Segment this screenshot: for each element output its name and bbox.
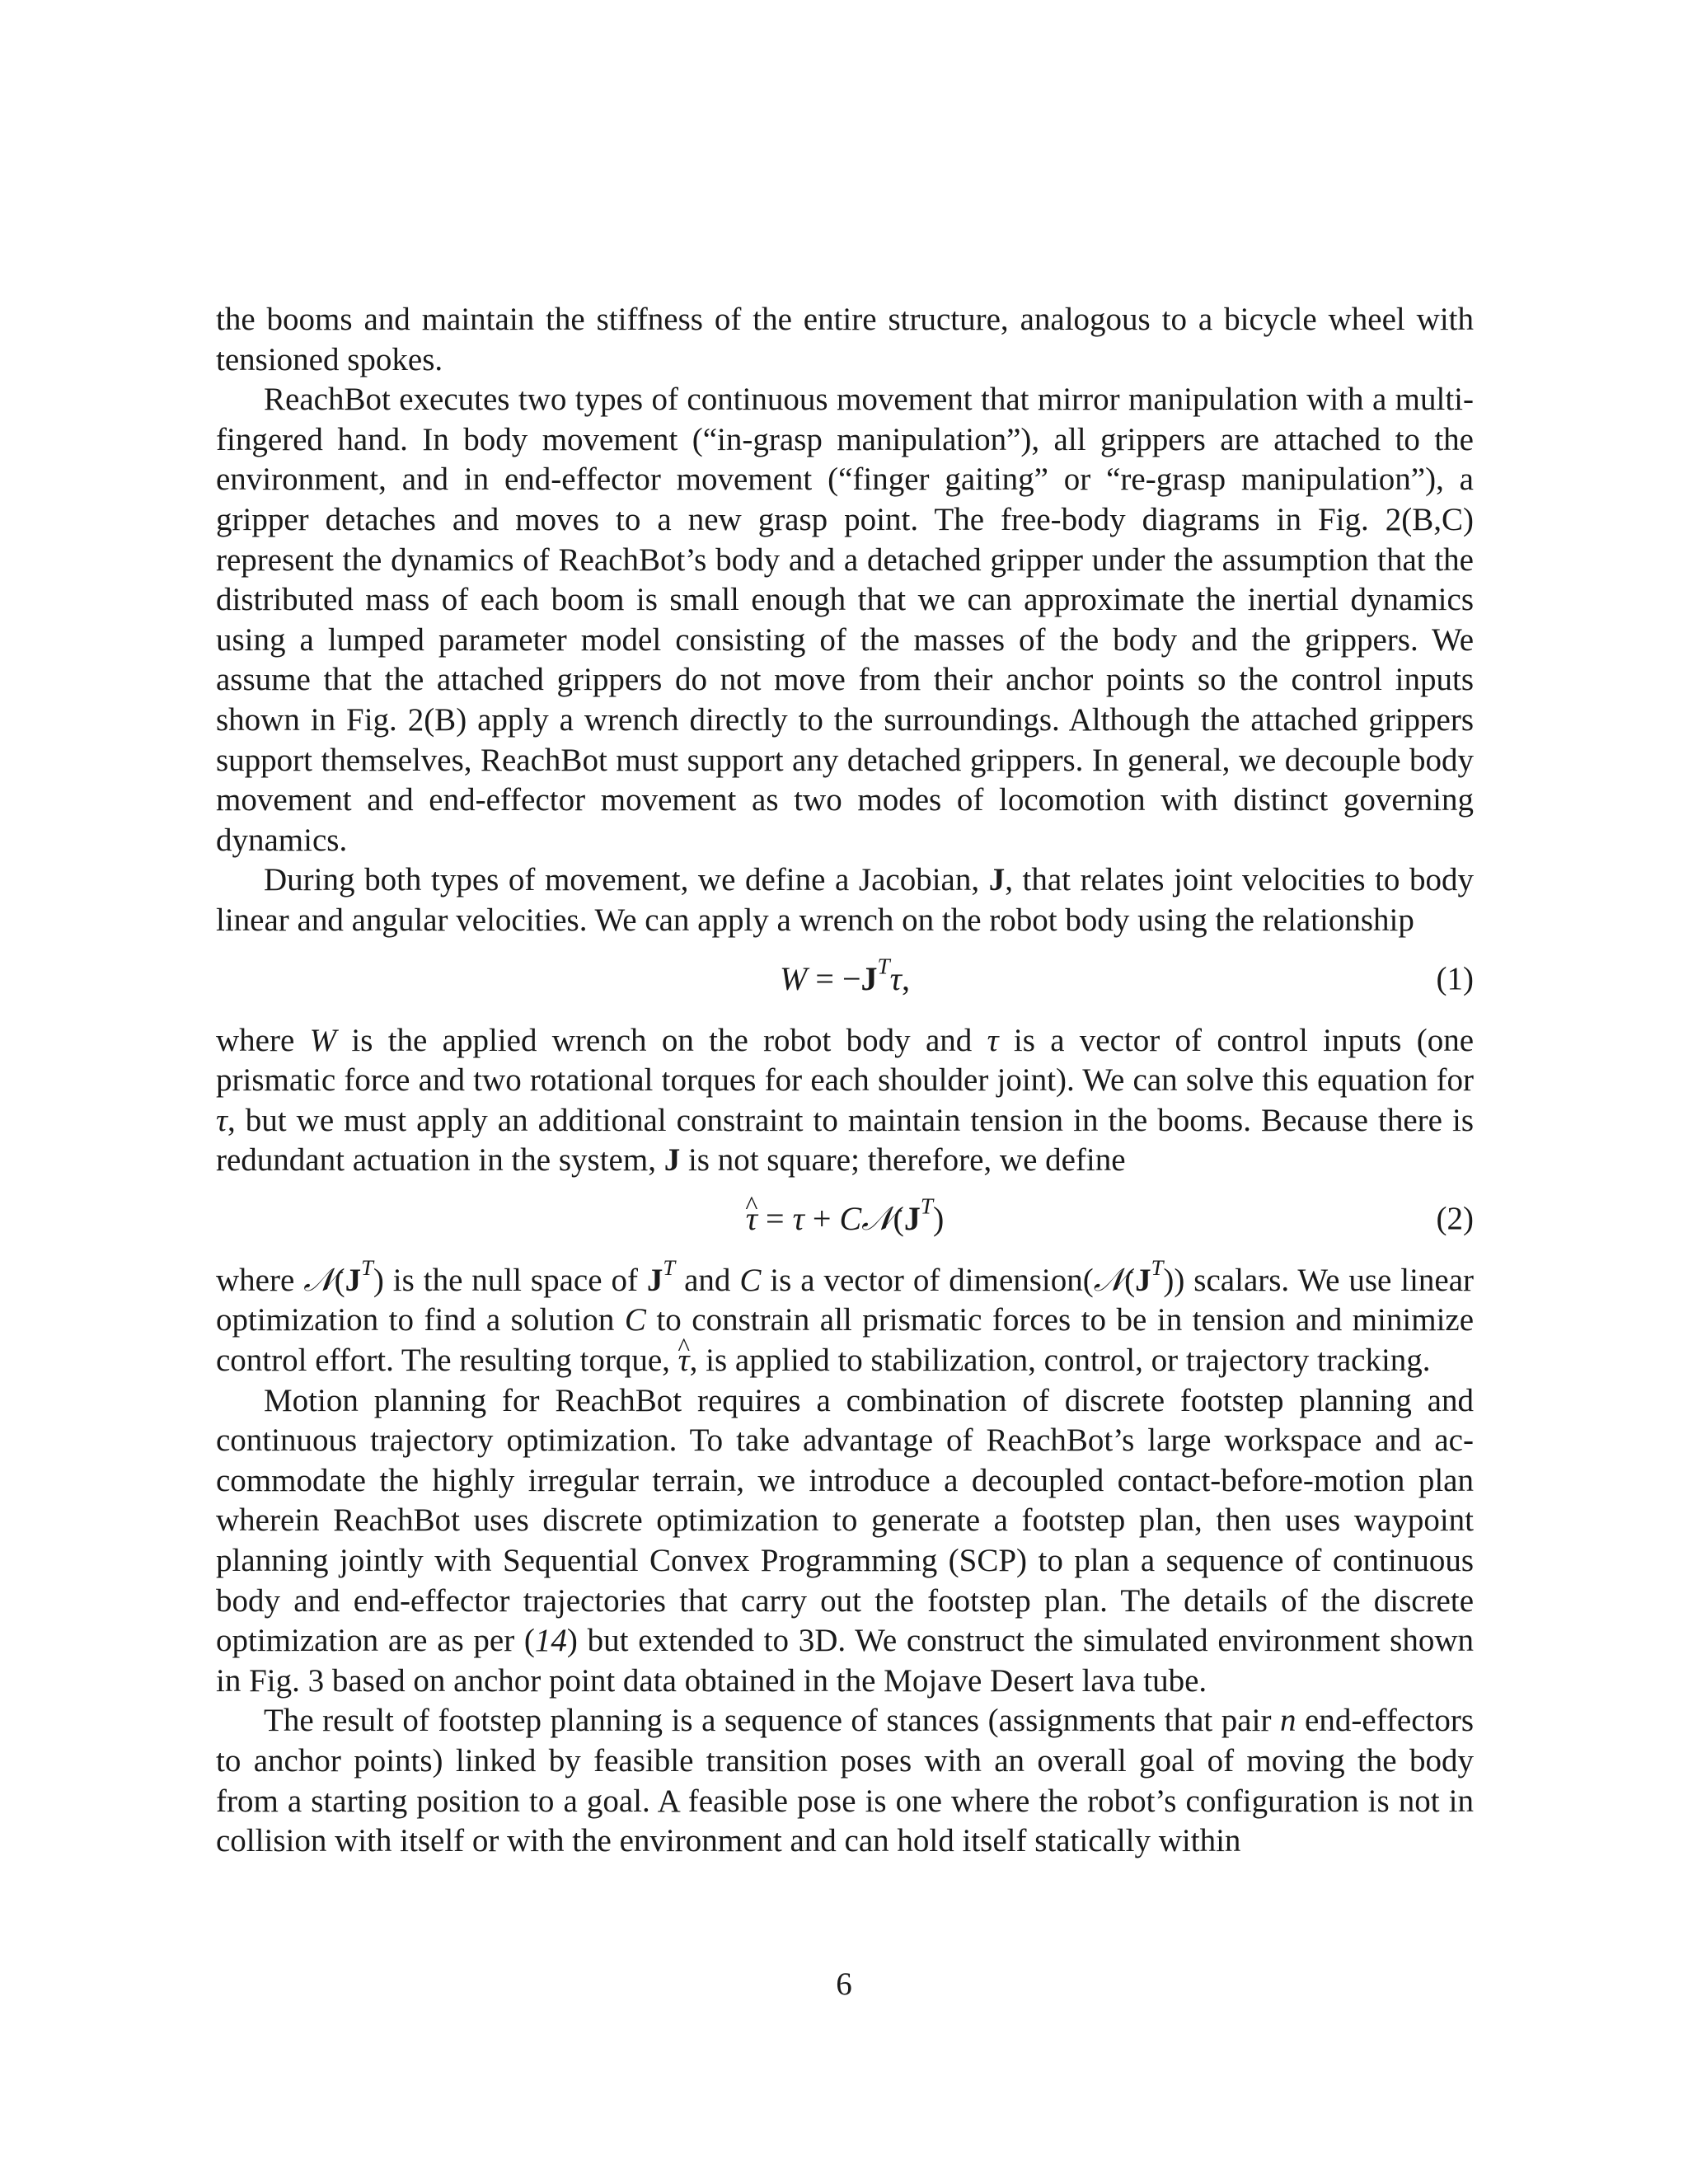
equation-2 — [216, 1189, 1474, 1249]
paragraph-3: During both types of movement, we define a Jacobian, J, that relates joint velocities to body linear and angular velocities. We can apply a wrench on the robot body using the relationship — [216, 862, 1474, 938]
equation-1-number: (1) — [1436, 960, 1474, 996]
page-body — [216, 300, 1474, 1862]
jacobian-symbol: J — [988, 862, 1006, 898]
paragraph-1: the booms and maintain the stiffness of the entire structure, analogous to a bicycle wheel with tensioned spokes. — [216, 302, 1474, 377]
citation-14: 14 — [534, 1623, 567, 1659]
paragraph-6: Motion planning for ReachBot requires a combination of discrete footstep planning and continuous trajectory optimization. To take advantage of ReachBot’s large workspace and accommodate the highly irregular terrain, we introduce a decoupled contact-before-motion plan wherein ReachBot uses discrete optimization to generate a footstep plan, then uses waypoint planning jointly with Sequential Convex Programming (SCP) to plan a sequence of continuous body and end-effector trajectories that carry out the footstep plan. The details of the discrete optimization are as per (14) but extended to 3D. We construct the simulated environment shown in Fig. 3 based on anchor point data obtained in the Mojave Desert lava tube. — [216, 1382, 1475, 1699]
page-number: 6 — [836, 1966, 852, 2002]
paragraph-7: The result of footstep planning is a sequence of stances (assignments that pair n end-effectors to anchor points) linked by feasible transition poses with an overall goal of moving the body from a starting position to a goal. A feasible pose is one where the robot’s configuration is not in collision with itself or with the environment and can hold itself statically within — [216, 1703, 1475, 1859]
paragraph-2: ReachBot executes two types of continuous movement that mirror manipulation with a multi-fingered hand. In body movement (“in-grasp manipulation”), all grippers are attached to the environment, and in end-effector movement (“finger gaiting” or “re-grasp manipulation”), a gripper detaches and moves to a new grasp point. The free-body diagrams in Fig. 2(B,C) represent the dynamics of ReachBot’s body and a detached gripper under the assumption that the distributed mass of each boom is small enough that we can approximate the inertial dynamics using a lumped parameter model consisting of the masses of the body and the grippers. We assume that the attached grippers do not move from their anchor points so the control inputs shown in Fig. 2(B) apply a wrench directly to the surroundings. Although the attached grippers support themselves, ReachBot must support any detached grippers. In general, we decouple body movement and end-effector movement as two modes of locomotion with distinct governing dynamics. — [216, 382, 1474, 858]
paragraph-4: where W is the applied wrench on the robot body and τ is a vector of control inputs (one prismatic force and two rotational torques for each shoulder joint). We can solve this equation for τ, but we must apply an additional constraint to maintain tension in the booms. Because there is redundant actuation in the system, J is not square; therefore, we define — [216, 1022, 1475, 1179]
equation-2-math: ^ $\tau = \tau + C𝒩(J^T)$ — [216, 1199, 1474, 1240]
equation-1-math: $W = -J^T\tau$, — [780, 953, 910, 997]
paragraph-5: where $𝒩(J^T)$ is the null space of $J^T$ and C is a vector of $dimension(𝒩(J^T))$ scalars. We use linear optimization to find a solution C to constrain all prismatic forces to be in tension and minimize control effort. The resulting torque, ^ τ, is applied to stabilization, control, or trajectory tracking. — [216, 1261, 1474, 1381]
equation-1 — [216, 949, 1474, 1010]
equation-2-number: (2) — [1436, 1200, 1474, 1236]
